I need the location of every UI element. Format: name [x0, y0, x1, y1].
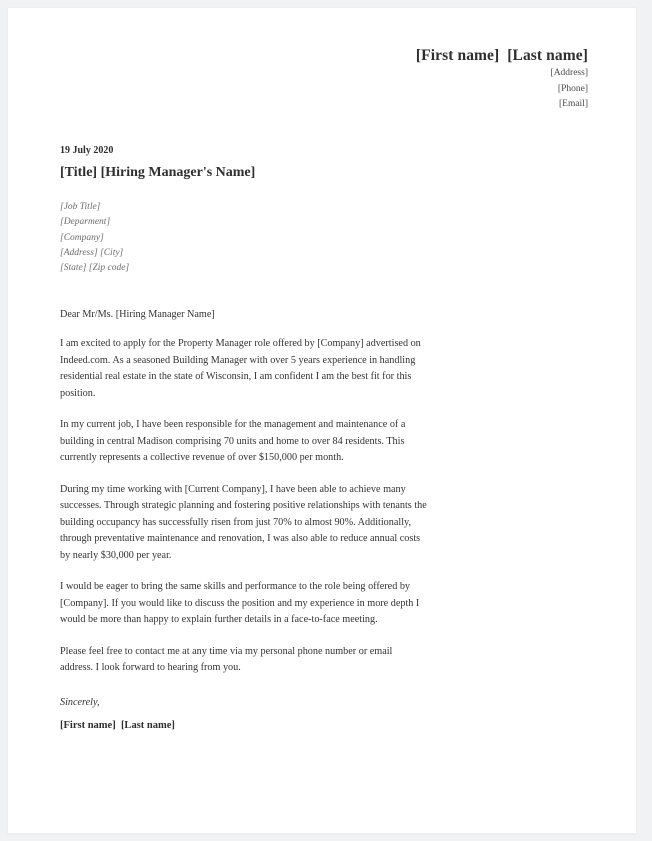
letter-paragraphs [60, 336, 428, 677]
paragraph-contact: Please feel free to contact me at any time via my personal phone number or email address. I look forward to hearing from you. [60, 645, 393, 674]
letter-date: 19 July 2020 [60, 145, 114, 156]
recipient-address-city: [Address] [City] [60, 248, 124, 259]
letter-body [60, 144, 428, 734]
recipient-title: [Title] [Hiring Manager's Name] [60, 165, 256, 180]
closing-salutation: Sincerely, [60, 696, 100, 708]
letter-page [8, 8, 636, 833]
sender-header-block [416, 46, 588, 113]
sender-phone-line: [Phone] [557, 83, 588, 94]
paragraph-achievements: During my time working with [Current Company], I have been able to achieve many successes. Through strategic planning and fostering positive relationships with tenants the building occupancy has successfully risen from just 70% to almost 90%. Additionally, through preventative maintenance and renovation, I was also able to reduce annual costs by nearly $30,000 per year. [60, 483, 427, 561]
paragraph-interest: I would be eager to bring the same skills and performance to the role being offered by [Company]. If you would like to discuss the position and my experience in more depth I would be more than happy to explain further details in a face-to-face meeting. [60, 581, 420, 626]
signature-name: [First name] [Last name] [60, 720, 175, 732]
recipient-job-title: [Job Title] [60, 201, 101, 212]
sender-name: [First name] [Last name] [415, 47, 588, 64]
paragraph-intro: I am excited to apply for the Property Manager role offered by [Company] advertised on Indeed.com. As a seasoned Building Manager with over 5 years experience in handling residential real estate in the state of Wisconsin, I am confident I am the best fit for this position. [60, 338, 421, 399]
recipient-department: [Deparment] [60, 217, 111, 228]
recipient-address-block [60, 200, 428, 277]
recipient-company: [Company] [60, 232, 104, 243]
salutation: Dear Mr/Ms. [Hiring Manager Name] [60, 308, 215, 320]
recipient-state-zip: [State] [Zip code] [60, 263, 130, 274]
sender-address-line: [Address] [550, 68, 588, 79]
paragraph-current-role: In my current job, I have been responsible for the management and maintenance of a building in central Madison comprising 70 units and home to over 84 residents. This currently represents a collective revenue of over $150,000 per month. [60, 419, 406, 464]
sender-email-line: [Email] [558, 99, 588, 110]
